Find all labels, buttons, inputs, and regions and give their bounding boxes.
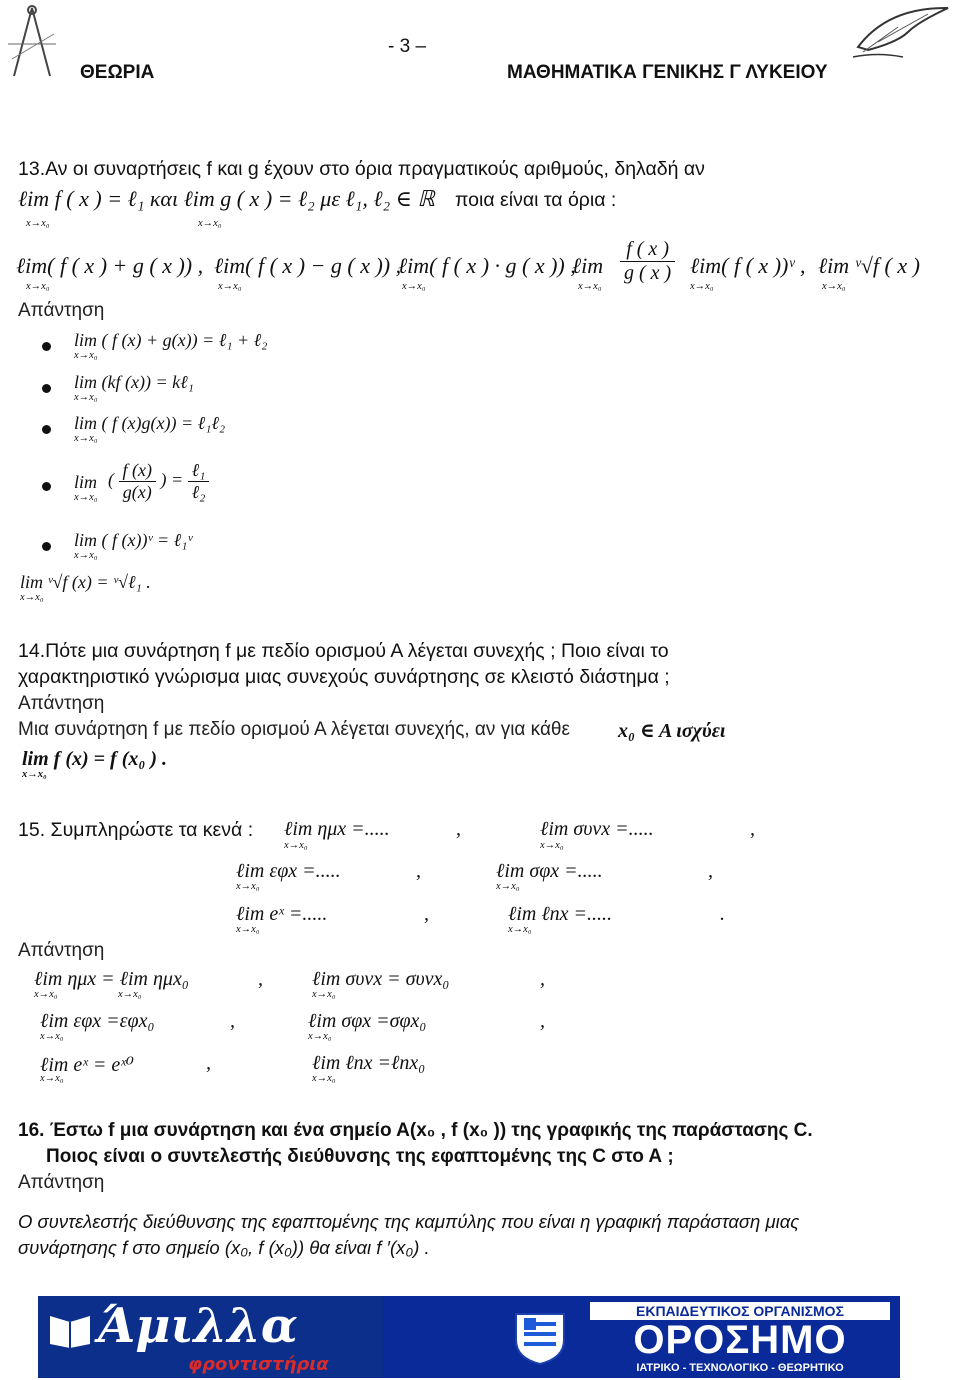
- q15-answer-ln: ℓim ℓnx =ℓnx₀: [312, 1052, 426, 1074]
- q13-answer-2: lim (kf (x)) = kℓ₁: [74, 372, 194, 392]
- separator: ,: [540, 968, 545, 990]
- footer-right-sub: ΙΑΤΡΙΚΟ - ΤΕΧΝΟΛΟΓΙΚΟ - ΘΕΩΡΗΤΙΚΟ: [636, 1362, 844, 1374]
- q16-answer-line1: Ο συντελεστής διεύθυνσης της εφαπτομένης της καμπύλης που είναι η γραφική παράσταση μιας: [18, 1211, 800, 1232]
- book-icon: [48, 1308, 92, 1348]
- q16-answer-line2: συνάρτησης f στο σημείο (x₀, f (x₀)) θα είναι f ′(x₀) .: [18, 1237, 430, 1258]
- limit-subscript: x→x₀: [284, 840, 308, 851]
- limit-subscript: x→x₀: [22, 769, 47, 780]
- q13-condition: ℓim f ( x ) = ℓ₁ και ℓim g ( x ) = ℓ₂ με ℓ₁, ℓ₂ ∈ ℝ: [18, 186, 435, 211]
- limit-subscript: x→x₀: [40, 1031, 64, 1042]
- separator: ,: [750, 818, 755, 840]
- q15-blank-exp: ℓim eˣ =.....: [236, 903, 328, 925]
- footer-right-brand: ΟΡΟΣΗΜΟ: [633, 1318, 847, 1362]
- q13-condition-tail: ποια είναι τα όρια :: [455, 189, 617, 211]
- bullet: [42, 542, 51, 551]
- footer-right-top: ΕΚΠΑΙΔΕΥΤΙΚΟΣ ΟΡΓΑΝΙΣΜΟΣ: [590, 1302, 890, 1320]
- limit-subscript: x→x₀: [74, 550, 98, 561]
- footer-left-logo: [38, 1296, 383, 1378]
- limit-subscript: x→x₀: [236, 881, 260, 892]
- page-number: - 3 –: [388, 36, 427, 57]
- q15-answer-sin: ℓim ημx = ℓim ημx₀: [34, 968, 189, 990]
- separator: ,: [424, 903, 429, 925]
- q13-limit-sum: ℓim( f ( x ) + g ( x )) ,: [16, 253, 204, 278]
- separator: .: [720, 903, 725, 925]
- limit-subscript: x→x₀: [74, 433, 98, 444]
- answer-denominator: g(x): [122, 482, 152, 502]
- limit-subscript: x→x₀: [118, 989, 142, 1000]
- q14-line1: 14.Πότε μια συνάρτηση f με πεδίο ορισμού Α λέγεται συνεχής ; Ποιο είναι το: [18, 640, 669, 662]
- bullet: [42, 482, 51, 491]
- q14-answer-label: Απάντηση: [18, 693, 105, 714]
- header-left-title: ΘΕΩΡΙΑ: [80, 62, 155, 83]
- q13-limit-diff: ℓim( f ( x ) − g ( x )) ,: [214, 253, 402, 278]
- quill-icon: [848, 2, 956, 62]
- q13-answer-4-frac: ( $\frac{f (x)}{g(x)}$ ) = $\frac{\text{ℓ₁}}{\text{ℓ₂}}$: [108, 460, 209, 503]
- limit-subscript: x→x₀: [34, 989, 58, 1000]
- separator: ,: [230, 1010, 235, 1032]
- limit-subscript: x→x₀: [312, 1073, 336, 1084]
- q13-answer-1: lim ( f (x) + g(x)) = ℓ₁ + ℓ₂: [74, 330, 268, 350]
- q15-blank-tan: ℓim εφx =.....: [236, 860, 341, 882]
- quotient-denominator: g ( x ): [624, 262, 672, 284]
- q16-answer-label: Απάντηση: [18, 1172, 105, 1193]
- footer-left-brand: Άμιλλα: [98, 1298, 298, 1354]
- limit-subscript: x→x₀: [20, 592, 44, 603]
- limit-subscript: x→x₀: [540, 840, 564, 851]
- limit-subscript: x→x₀: [312, 989, 336, 1000]
- footer-banner: [38, 1296, 900, 1378]
- q15-title: 15. Συμπληρώστε τα κενά :: [18, 819, 254, 841]
- greek-flag-shield-icon: [508, 1310, 572, 1366]
- q15-answer-cot: ℓim σφx =σφx₀: [308, 1010, 427, 1032]
- q13-answer-label: Απάντηση: [18, 300, 105, 321]
- footer-left-sub: φροντιστήρια: [188, 1354, 329, 1375]
- bullet: [42, 384, 51, 393]
- limit-subscript: x→x₀: [26, 281, 50, 292]
- separator: ,: [416, 860, 421, 882]
- q14-answer-tail: x₀ ∈ A ισχύει: [618, 720, 726, 742]
- q13-limit-root: ℓim ᵛ√f ( x ): [818, 253, 920, 278]
- answer-numerator: f (x): [119, 460, 156, 482]
- answer-result-denominator: ℓ₂: [191, 482, 206, 502]
- answer-result-numerator: ℓ₁: [188, 460, 210, 482]
- bullet: [42, 342, 51, 351]
- q14-line2: χαρακτηριστικό γνώρισμα μιας συνεχούς συνάρτησης σε κλειστό διάστημα ;: [18, 666, 670, 688]
- q16-line1: 16. Έστω f μια συνάρτηση και ένα σημείο Α(x₀ , f (x₀ )) της γραφικής της παράστασης C.: [18, 1120, 813, 1141]
- separator: ,: [456, 818, 461, 840]
- limit-subscript: x→x₀: [578, 281, 602, 292]
- limit-subscript: x→x₀: [40, 1073, 64, 1084]
- compass-icon: [4, 4, 59, 82]
- limit-subscript: x→x₀: [508, 924, 532, 935]
- q13-limit-quotient-lim: ℓim: [572, 253, 604, 278]
- limit-subscript: x→x₀: [198, 218, 222, 229]
- limit-subscript: x→x₀: [308, 1031, 332, 1042]
- limit-subscript: x→x₀: [496, 881, 520, 892]
- q13-limit-power: ℓim( f ( x ))ᵛ ,: [690, 253, 806, 278]
- q15-blank-cos: ℓim συνx =.....: [540, 818, 654, 840]
- limit-subscript: x→x₀: [74, 492, 98, 503]
- separator: ,: [540, 1010, 545, 1032]
- separator: ,: [206, 1052, 211, 1074]
- q15-blank-ln: ℓim ℓnx =.....: [508, 903, 613, 925]
- q13-answer-4-lim: lim: [74, 472, 98, 492]
- q15-answer-label: Απάντηση: [18, 940, 105, 961]
- q15-blank-sin: ℓim ημx =.....: [284, 818, 390, 840]
- limit-subscript: x→x₀: [822, 281, 846, 292]
- q15-blank-cot: ℓim σφx =.....: [496, 860, 603, 882]
- limit-subscript: x→x₀: [74, 350, 98, 361]
- separator: ,: [708, 860, 713, 882]
- q13-quotient: [620, 238, 675, 285]
- q13-limit-product: ℓim( f ( x ) · g ( x )) ,: [398, 253, 576, 278]
- q14-answer: Μια συνάρτηση f με πεδίο ορισμού Α λέγεται συνεχής, αν για κάθε: [18, 719, 570, 740]
- limit-subscript: x→x₀: [236, 924, 260, 935]
- separator: ,: [258, 968, 263, 990]
- q15-answer-cos: ℓim συνx = συνx₀: [312, 968, 450, 990]
- limit-subscript: x→x₀: [26, 218, 50, 229]
- limit-subscript: x→x₀: [218, 281, 242, 292]
- q15-answer-tan: ℓim εφx =εφx₀: [40, 1010, 155, 1032]
- bullet: [42, 425, 51, 434]
- limit-subscript: x→x₀: [402, 281, 426, 292]
- limit-subscript: x→x₀: [74, 392, 98, 403]
- limit-subscript: x→x₀: [690, 281, 714, 292]
- q13-answer-5: lim ( f (x))ᵛ = ℓ₁ᵛ: [74, 530, 193, 550]
- q13-title: 13.Αν οι συναρτήσεις f και g έχουν στο όρια πραγματικούς αριθμούς, δηλαδή αν: [18, 158, 705, 180]
- q13-answer-3: lim ( f (x)g(x)) = ℓ₁ℓ₂: [74, 413, 226, 433]
- q13-answer-root: lim ᵛ√f (x) = ᵛ√ℓ₁ .: [20, 572, 151, 592]
- quotient-numerator: f ( x ): [620, 238, 675, 262]
- q16-line2: Ποιος είναι ο συντελεστής διεύθυνσης της εφαπτομένης της C στο Α ;: [46, 1146, 674, 1167]
- header-right-title: ΜΑΘΗΜΑΤΙΚΑ ΓΕΝΙΚΗΣ Γ ΛΥΚΕΙΟΥ: [507, 62, 828, 83]
- q14-formula: lim f (x) = f (x₀ ) .: [22, 748, 167, 770]
- q15-answer-exp: ℓim eˣ = eˣ⁰: [40, 1054, 134, 1076]
